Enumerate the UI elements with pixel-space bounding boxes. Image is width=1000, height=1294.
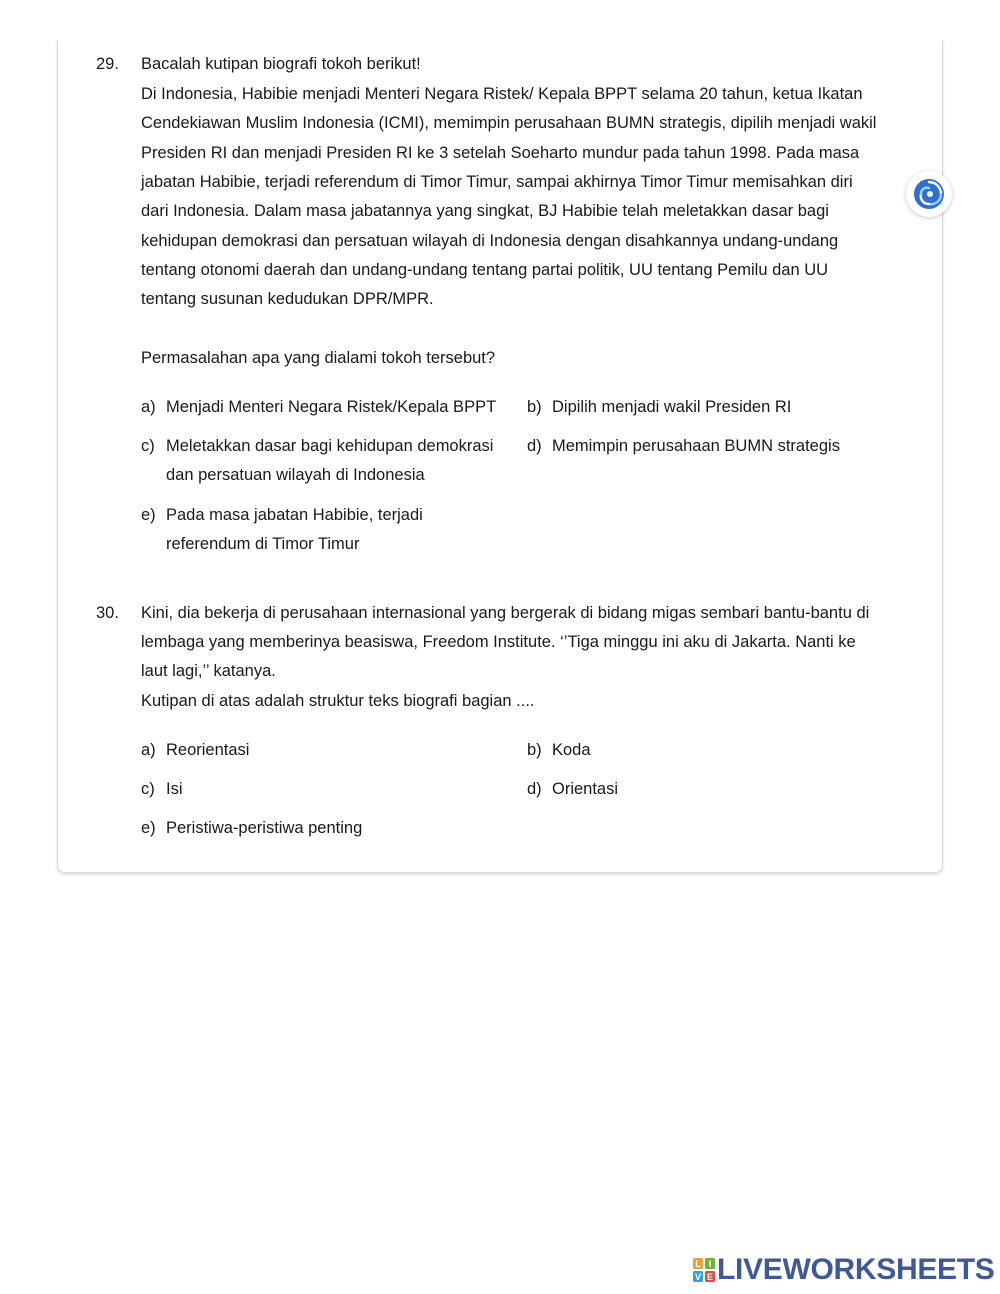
passage-line: tentang otonomi daerah dan undang-undang tentang partai politik, UU tentang Pemilu dan UU	[141, 261, 829, 279]
passage-line: Kini, dia bekerja di perusahaan internasional yang bergerak di bidang migas sembari bantu-bantu di	[141, 604, 870, 622]
question-intro: Bacalah kutipan biografi tokoh berikut!	[141, 55, 421, 73]
passage-line: dari Indonesia. Dalam masa jabatannya yang singkat, BJ Habibie telah meletakkan dasar bagi	[141, 202, 829, 220]
option-text: Orientasi	[552, 780, 619, 798]
option-text: Memimpin perusahaan BUMN strategis	[552, 437, 840, 455]
option-text: Meletakkan dasar bagi kehidupan demokrasi	[166, 437, 494, 455]
option-text: Dipilih menjadi wakil Presiden RI	[552, 398, 792, 416]
option-b[interactable]	[527, 398, 792, 417]
passage-line: kehidupan demokrasi dan persatuan wilayah di Indonesia dengan disahkannya undang-undang	[141, 232, 839, 250]
option-text: Isi	[166, 780, 183, 798]
brand-name: LIVEWORKSHEETS	[717, 1253, 995, 1286]
option-letter: e)	[141, 819, 156, 837]
question-number: 30.	[96, 604, 119, 622]
question-number: 29.	[96, 55, 119, 73]
option-letter: d)	[527, 437, 542, 455]
option-e[interactable]	[141, 819, 363, 838]
option-e[interactable]	[141, 506, 441, 560]
mark-letter: L	[695, 1259, 701, 1269]
option-c[interactable]	[141, 437, 511, 491]
option-text: Menjadi Menteri Negara Ristek/Kepala BPPT	[166, 398, 497, 416]
passage-line: tentang susunan kedudukan DPR/MPR.	[141, 290, 434, 308]
swirl-icon	[912, 177, 946, 211]
question-prompt: Permasalahan apa yang dialami tokoh tersebut?	[141, 349, 496, 367]
option-letter: d)	[527, 780, 542, 798]
option-letter: b)	[527, 741, 542, 759]
option-b[interactable]	[527, 741, 591, 760]
option-a[interactable]	[141, 741, 250, 760]
option-letter: b)	[527, 398, 542, 416]
option-d[interactable]	[527, 437, 840, 456]
option-d[interactable]	[527, 780, 619, 799]
option-letter: e)	[141, 506, 156, 524]
passage-line: Presiden RI dan menjadi Presiden RI ke 3 setelah Soeharto mundur pada tahun 1998. Pada masa	[141, 144, 860, 162]
assistant-button[interactable]	[906, 171, 952, 217]
question-prompt: Kutipan di atas adalah struktur teks biografi bagian ....	[141, 692, 535, 710]
mark-letter: E	[706, 1272, 714, 1282]
option-letter: a)	[141, 741, 156, 759]
option-text: Reorientasi	[166, 741, 250, 759]
passage-line: lembaga yang memberinya beasiswa, Freedom Institute. ‘’Tiga minggu ini aku di Jakarta. Nanti ke	[141, 633, 856, 651]
passage-line: Di Indonesia, Habibie menjadi Menteri Negara Ristek/ Kepala BPPT selama 20 tahun, ketua Ikatan	[141, 85, 863, 103]
option-c[interactable]	[141, 780, 183, 799]
option-letter: c)	[141, 780, 155, 798]
liveworksheets-logo	[693, 1255, 995, 1285]
passage-line: laut lagi,’’ katanya.	[141, 662, 276, 680]
option-text: Koda	[552, 741, 591, 759]
option-text: referendum di Timor Timur	[166, 535, 360, 553]
option-text: dan persatuan wilayah di Indonesia	[166, 466, 425, 484]
live-mark-icon	[693, 1258, 715, 1282]
option-letter: a)	[141, 398, 156, 416]
option-a[interactable]	[141, 398, 497, 417]
passage-line: jabatan Habibie, terjadi referendum di Timor Timur, sampai akhirnya Timor Timur memisahkan diri	[141, 173, 853, 191]
mark-letter: V	[694, 1272, 702, 1282]
option-text: Peristiwa-peristiwa penting	[166, 819, 363, 837]
mark-letter: I	[708, 1259, 712, 1269]
option-letter: c)	[141, 437, 155, 455]
option-text: Pada masa jabatan Habibie, terjadi	[166, 506, 423, 524]
passage-line: Cendekiawan Muslim Indonesia (ICMI), memimpin perusahaan BUMN strategis, dipilih menjadi wakil	[141, 114, 877, 132]
